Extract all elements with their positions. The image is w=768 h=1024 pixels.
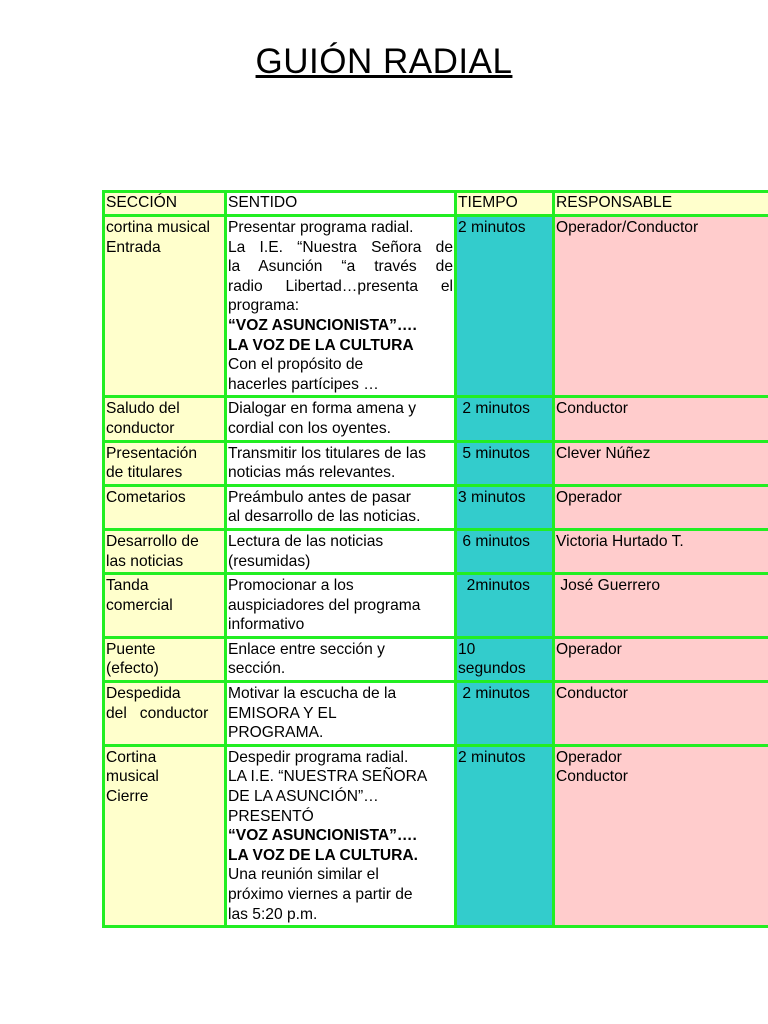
cell-line: al desarrollo de las noticias. — [228, 508, 421, 526]
responsable-cell — [554, 397, 768, 441]
cell-line: 2 minutos — [458, 219, 526, 236]
cell-line: Presentación — [106, 444, 198, 462]
responsable-cell — [554, 529, 768, 573]
table-header-row — [104, 192, 768, 216]
cell-line: LA I.E. “NUESTRA SEÑORA — [228, 768, 428, 786]
cell-line: Promocionar a los — [228, 577, 354, 595]
cell-line: próximo viernes a partir de — [228, 886, 413, 903]
tiempo-cell — [456, 529, 554, 573]
tiempo-cell — [456, 637, 554, 681]
cell-line: Conductor — [556, 768, 628, 786]
cell-line: La I.E. “Nuestra Señora de — [228, 238, 453, 256]
sentido-cell — [226, 485, 456, 529]
cell-line: cordial con los oyentes. — [228, 419, 391, 437]
seccion-cell — [104, 574, 226, 638]
seccion-cell — [104, 216, 226, 397]
cell-line: radio Libertad…presenta el — [228, 277, 453, 295]
cell-line: Presentar programa radial. — [228, 219, 414, 236]
cell-line: 2 minutos — [458, 748, 526, 766]
tiempo-cell — [456, 485, 554, 529]
cell-line: 6 minutos — [458, 532, 530, 550]
table-row — [104, 397, 768, 441]
cell-line: Una reunión similar el — [228, 866, 379, 884]
sentido-cell — [226, 529, 456, 573]
header-responsable: RESPONSABLE — [554, 192, 768, 216]
tiempo-cell — [456, 574, 554, 638]
responsable-cell — [554, 485, 768, 529]
cell-line: del conductor — [106, 704, 209, 722]
sentido-cell — [226, 397, 456, 441]
seccion-cell — [104, 637, 226, 681]
tiempo-cell — [456, 682, 554, 746]
cell-line: las 5:20 p.m. — [228, 905, 318, 923]
cell-line: 3 minutos — [458, 488, 526, 506]
cell-line: Clever Núñez — [556, 444, 651, 462]
table-row — [104, 574, 768, 638]
cell-line: 2 minutos — [458, 400, 530, 418]
cell-line: Preámbulo antes de pasar — [228, 488, 411, 506]
cell-line: LA VOZ DE LA CULTURA. — [228, 846, 418, 864]
cell-line: Con el propósito de — [228, 356, 364, 374]
responsable-cell — [554, 574, 768, 638]
cell-line: Operador — [556, 748, 622, 766]
table-row — [104, 745, 768, 926]
cell-line: Dialogar en forma amena y — [228, 400, 417, 418]
cell-line: PROGRAMA. — [228, 724, 324, 742]
cell-line: musical — [106, 768, 159, 786]
seccion-cell — [104, 441, 226, 485]
cell-line: (efecto) — [106, 660, 159, 678]
cell-line: Desarrollo de — [106, 532, 199, 550]
cell-line: las noticias — [106, 552, 184, 570]
cell-line: Motivar la escucha de la — [228, 685, 397, 703]
cell-line: Victoria Hurtado T. — [556, 532, 684, 550]
responsable-cell — [554, 745, 768, 926]
header-sentido: SENTIDO — [226, 192, 456, 216]
cell-line: Despedida — [106, 685, 181, 703]
cell-line: (resumidas) — [228, 552, 311, 570]
cell-line: Lectura de las noticias — [228, 532, 384, 550]
table-row — [104, 485, 768, 529]
seccion-cell — [104, 485, 226, 529]
sentido-cell — [226, 637, 456, 681]
cell-line: informativo — [228, 616, 305, 634]
cell-line: Enlace entre sección y — [228, 640, 385, 658]
sentido-cell — [226, 216, 456, 397]
cell-line: de titulares — [106, 464, 183, 482]
table-row — [104, 682, 768, 746]
page-title: GUIÓN RADIAL — [255, 42, 513, 81]
responsable-cell — [554, 682, 768, 746]
cell-line: Cortina — [106, 748, 157, 766]
cell-line: Operador/Conductor — [556, 219, 699, 236]
table-row — [104, 529, 768, 573]
cell-line: Conductor — [556, 685, 628, 703]
cell-line: 2minutos — [458, 577, 530, 595]
cell-line: LA VOZ DE LA CULTURA — [228, 336, 414, 354]
sentido-cell — [226, 682, 456, 746]
cell-line: 10 — [458, 640, 476, 658]
responsable-cell — [554, 441, 768, 485]
tiempo-cell — [456, 397, 554, 441]
cell-line: Saludo del — [106, 400, 180, 418]
cell-line: Cometarios — [106, 488, 186, 506]
cell-line: noticias más relevantes. — [228, 464, 396, 482]
cell-line: sección. — [228, 660, 286, 678]
cell-line: Operador — [556, 488, 622, 506]
radio-script-table — [102, 190, 768, 928]
cell-line: Conductor — [556, 400, 628, 418]
tiempo-cell — [456, 745, 554, 926]
tiempo-cell — [456, 216, 554, 397]
seccion-cell — [104, 529, 226, 573]
cell-line: Transmitir los titulares de las — [228, 444, 426, 462]
cell-line: hacerles partícipes … — [228, 375, 379, 393]
seccion-cell — [104, 397, 226, 441]
cell-line: José Guerrero — [556, 577, 661, 595]
tiempo-cell — [456, 441, 554, 485]
cell-line: 5 minutos — [458, 444, 530, 462]
cell-line: auspiciadores del programa — [228, 596, 421, 614]
cell-line: Operador — [556, 640, 622, 658]
cell-line: EMISORA Y EL — [228, 704, 337, 722]
cell-line: segundos — [458, 660, 526, 678]
sentido-cell — [226, 574, 456, 638]
cell-line: conductor — [106, 419, 175, 437]
cell-line: la Asunción “a través de — [228, 258, 453, 276]
sentido-cell — [226, 745, 456, 926]
table-row — [104, 216, 768, 397]
cell-line: PRESENTÓ — [228, 807, 314, 825]
cell-line: DE LA ASUNCIÓN”… — [228, 788, 379, 806]
cell-line: “VOZ ASUNCIONISTA”…. — [228, 316, 417, 334]
table-row — [104, 637, 768, 681]
cell-line: Puente — [106, 640, 156, 658]
cell-line: cortina musical — [106, 219, 210, 236]
cell-line: programa: — [228, 297, 300, 315]
sentido-cell — [226, 441, 456, 485]
cell-line: Cierre — [106, 788, 149, 806]
cell-line: “VOZ ASUNCIONISTA”…. — [228, 827, 417, 845]
cell-line: Entrada — [106, 238, 161, 256]
cell-line: Despedir programa radial. — [228, 748, 409, 766]
seccion-cell — [104, 682, 226, 746]
responsable-cell — [554, 637, 768, 681]
responsable-cell — [554, 216, 768, 397]
header-seccion: SECCIÓN — [104, 192, 226, 216]
table-row — [104, 441, 768, 485]
seccion-cell — [104, 745, 226, 926]
cell-line: Tanda — [106, 577, 149, 595]
cell-line: comercial — [106, 596, 173, 614]
header-tiempo: TIEMPO — [456, 192, 554, 216]
cell-line: 2 minutos — [458, 685, 530, 703]
